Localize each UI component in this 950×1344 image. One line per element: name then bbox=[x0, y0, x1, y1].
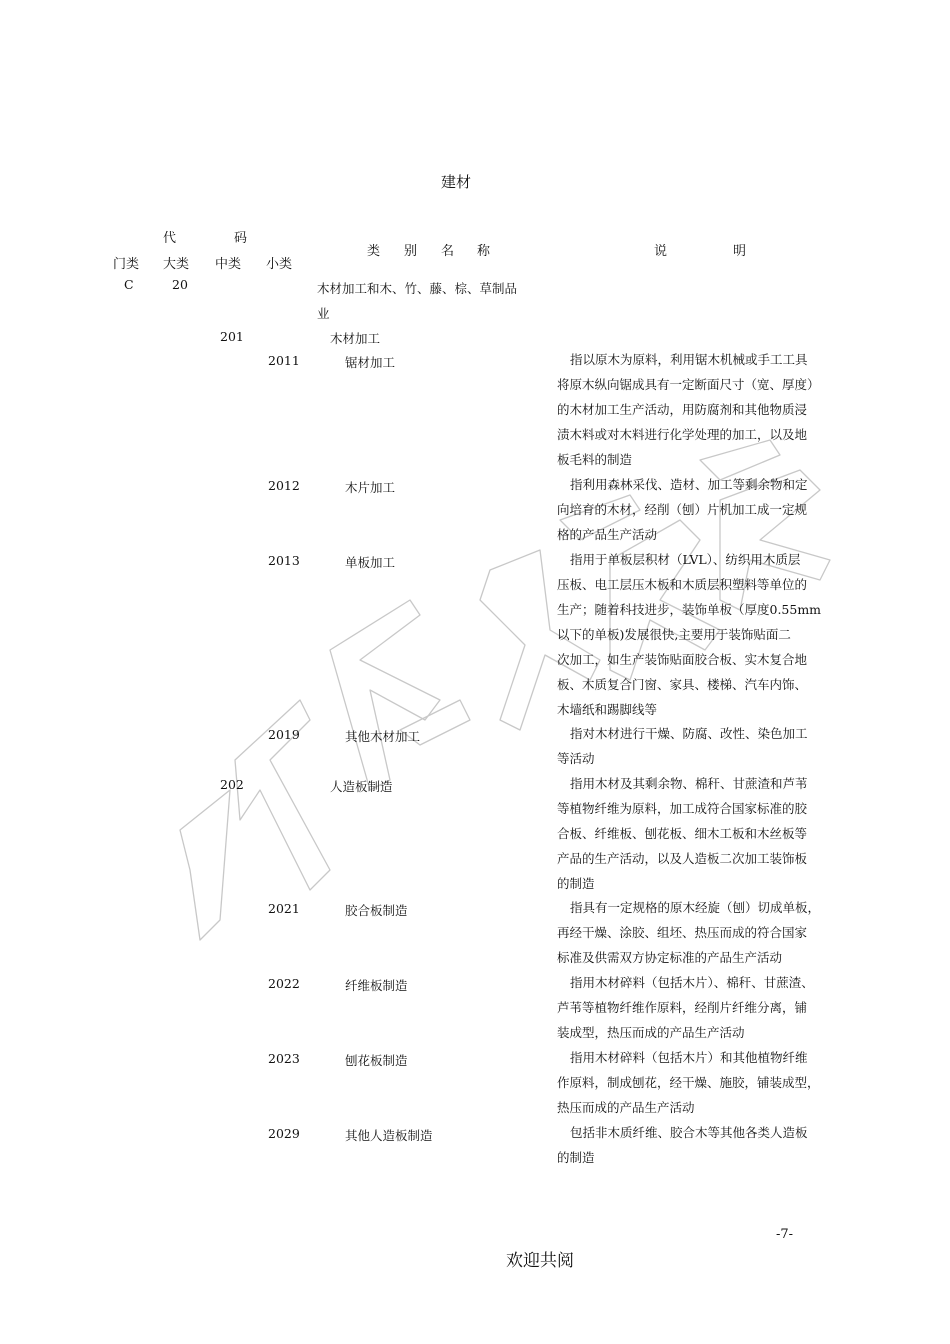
row-name: 胶合板制造 bbox=[345, 903, 408, 918]
desc-line: 合板、纤维板、刨花板、细木工板和木丝板等 bbox=[557, 826, 808, 841]
desc-line: 的制造 bbox=[557, 876, 595, 891]
row-description bbox=[557, 472, 819, 547]
row-name: 其他人造板制造 bbox=[345, 1128, 433, 1143]
desc-line: 指以原木为原料，利用锯木机械或手工工具 bbox=[570, 352, 808, 367]
row-xiaolei: 2012 bbox=[268, 478, 300, 493]
desc-line: 等活动 bbox=[557, 751, 595, 766]
desc-line: 指具有一定规格的原木经旋（刨）切成单板， bbox=[570, 900, 821, 915]
desc-line: 装成型，热压而成的产品生产活动 bbox=[557, 1025, 745, 1040]
desc-line: 的木材加工生产活动，用防腐剂和其他物质浸 bbox=[557, 402, 808, 417]
row-name-cont: 业 bbox=[317, 306, 330, 321]
desc-line: 标准及供需双方协定标准的产品生产活动 bbox=[557, 950, 783, 965]
desc-line: 再经干燥、涂胶、组坯、热压而成的符合国家 bbox=[557, 925, 808, 940]
row-xiaolei: 2029 bbox=[268, 1126, 300, 1141]
row-name: 其他木材加工 bbox=[345, 729, 421, 744]
row-description bbox=[557, 970, 819, 1045]
row-xiaolei: 2019 bbox=[268, 727, 300, 742]
desc-line: 等植物纤维为原料，加工成符合国家标准的胶 bbox=[557, 801, 808, 816]
row-menlei: C bbox=[124, 277, 134, 292]
row-description bbox=[557, 721, 819, 771]
header-category-char-3: 名 bbox=[441, 244, 455, 259]
row-xiaolei: 2011 bbox=[268, 353, 300, 368]
desc-line: 热压而成的产品生产活动 bbox=[557, 1100, 695, 1115]
desc-line: 指用木材及其剩余物、棉秆、甘蔗渣和芦苇 bbox=[570, 776, 808, 791]
row-name: 纤维板制造 bbox=[345, 978, 408, 993]
row-name: 单板加工 bbox=[345, 555, 396, 570]
row-name: 木材加工和木、竹、藤、棕、草制品 bbox=[317, 281, 518, 296]
desc-line: 渍木料或对木料进行化学处理的加工，以及地 bbox=[557, 427, 808, 442]
header-code-char-1: 代 bbox=[163, 231, 177, 246]
header-xiaolei: 小类 bbox=[266, 257, 293, 272]
header-menlei: 门类 bbox=[113, 257, 140, 272]
desc-line: 木墙纸和踢脚线等 bbox=[557, 702, 658, 717]
row-dalei: 20 bbox=[172, 277, 188, 292]
desc-line: 次加工，如生产装饰贴面胶合板、实木复合地 bbox=[557, 652, 808, 667]
row-xiaolei: 2013 bbox=[268, 553, 300, 568]
row-name: 木片加工 bbox=[345, 480, 396, 495]
footer-text: 欢迎共阅 bbox=[506, 1251, 574, 1271]
desc-line: 指利用森林采伐、造材、加工等剩余物和定 bbox=[570, 477, 808, 492]
header-code-char-2: 码 bbox=[234, 231, 248, 246]
header-desc-char-1: 说 bbox=[654, 244, 668, 259]
row-xiaolei: 2023 bbox=[268, 1051, 300, 1066]
header-dalei: 大类 bbox=[163, 257, 190, 272]
row-description bbox=[557, 895, 819, 970]
page-number: -7- bbox=[776, 1227, 794, 1242]
desc-line: 板毛料的制造 bbox=[557, 452, 633, 467]
desc-line: 芦苇等植物纤维作原料，经削片纤维分离，铺 bbox=[557, 1000, 808, 1015]
header-category-char-1: 类 bbox=[367, 244, 381, 259]
desc-line: 的制造 bbox=[557, 1150, 595, 1165]
desc-line: 将原木纵向锯成具有一定断面尺寸（宽、厚度） bbox=[557, 377, 820, 392]
row-name: 刨花板制造 bbox=[345, 1053, 408, 1068]
row-description bbox=[557, 1120, 819, 1170]
header-zhonglei: 中类 bbox=[215, 257, 242, 272]
desc-line: 产品的生产活动，以及人造板二次加工装饰板 bbox=[557, 851, 808, 866]
desc-line: 指用木材碎料（包括木片）、棉秆、甘蔗渣、 bbox=[570, 975, 814, 990]
row-xiaolei: 2021 bbox=[268, 901, 300, 916]
desc-line: 格的产品生产活动 bbox=[557, 527, 658, 542]
row-description bbox=[557, 347, 819, 472]
header-category-char-4: 称 bbox=[477, 244, 491, 259]
desc-line: 生产；随着科技进步，装饰单板（厚度0.55mm bbox=[557, 602, 822, 617]
row-zhonglei: 202 bbox=[220, 777, 244, 792]
header-desc-char-2: 明 bbox=[733, 244, 747, 259]
row-zhonglei: 201 bbox=[220, 329, 244, 344]
row-xiaolei: 2022 bbox=[268, 976, 300, 991]
desc-line: 板、木质复合门窗、家具、楼梯、汽车内饰、 bbox=[557, 677, 808, 692]
desc-line: 指用于单板层积材（LVL）、纺织用木质层 bbox=[570, 552, 801, 567]
header-category-char-2: 别 bbox=[404, 244, 418, 259]
page-title: 建材 bbox=[441, 173, 472, 191]
desc-line: 指用木材碎料（包括木片）和其他植物纤维 bbox=[570, 1050, 808, 1065]
row-description bbox=[557, 771, 819, 896]
desc-line: 指对木材进行干燥、防腐、改性、染色加工 bbox=[570, 726, 808, 741]
row-description bbox=[557, 1045, 819, 1120]
desc-line: 包括非木质纤维、胶合木等其他各类人造板 bbox=[570, 1125, 808, 1140]
desc-line: 作原料，制成刨花，经干燥、施胶，铺装成型， bbox=[557, 1075, 820, 1090]
desc-line: 以下的单板)发展很快,主要用于装饰贴面二 bbox=[557, 627, 791, 642]
row-name: 人造板制造 bbox=[330, 779, 393, 794]
desc-line: 压板、电工层压木板和木质层积塑料等单位的 bbox=[557, 577, 808, 592]
row-name: 锯材加工 bbox=[345, 355, 396, 370]
desc-line: 向培育的木材，经削（刨）片机加工成一定规 bbox=[557, 502, 808, 517]
row-name: 木材加工 bbox=[330, 331, 381, 346]
row-description bbox=[557, 547, 822, 722]
